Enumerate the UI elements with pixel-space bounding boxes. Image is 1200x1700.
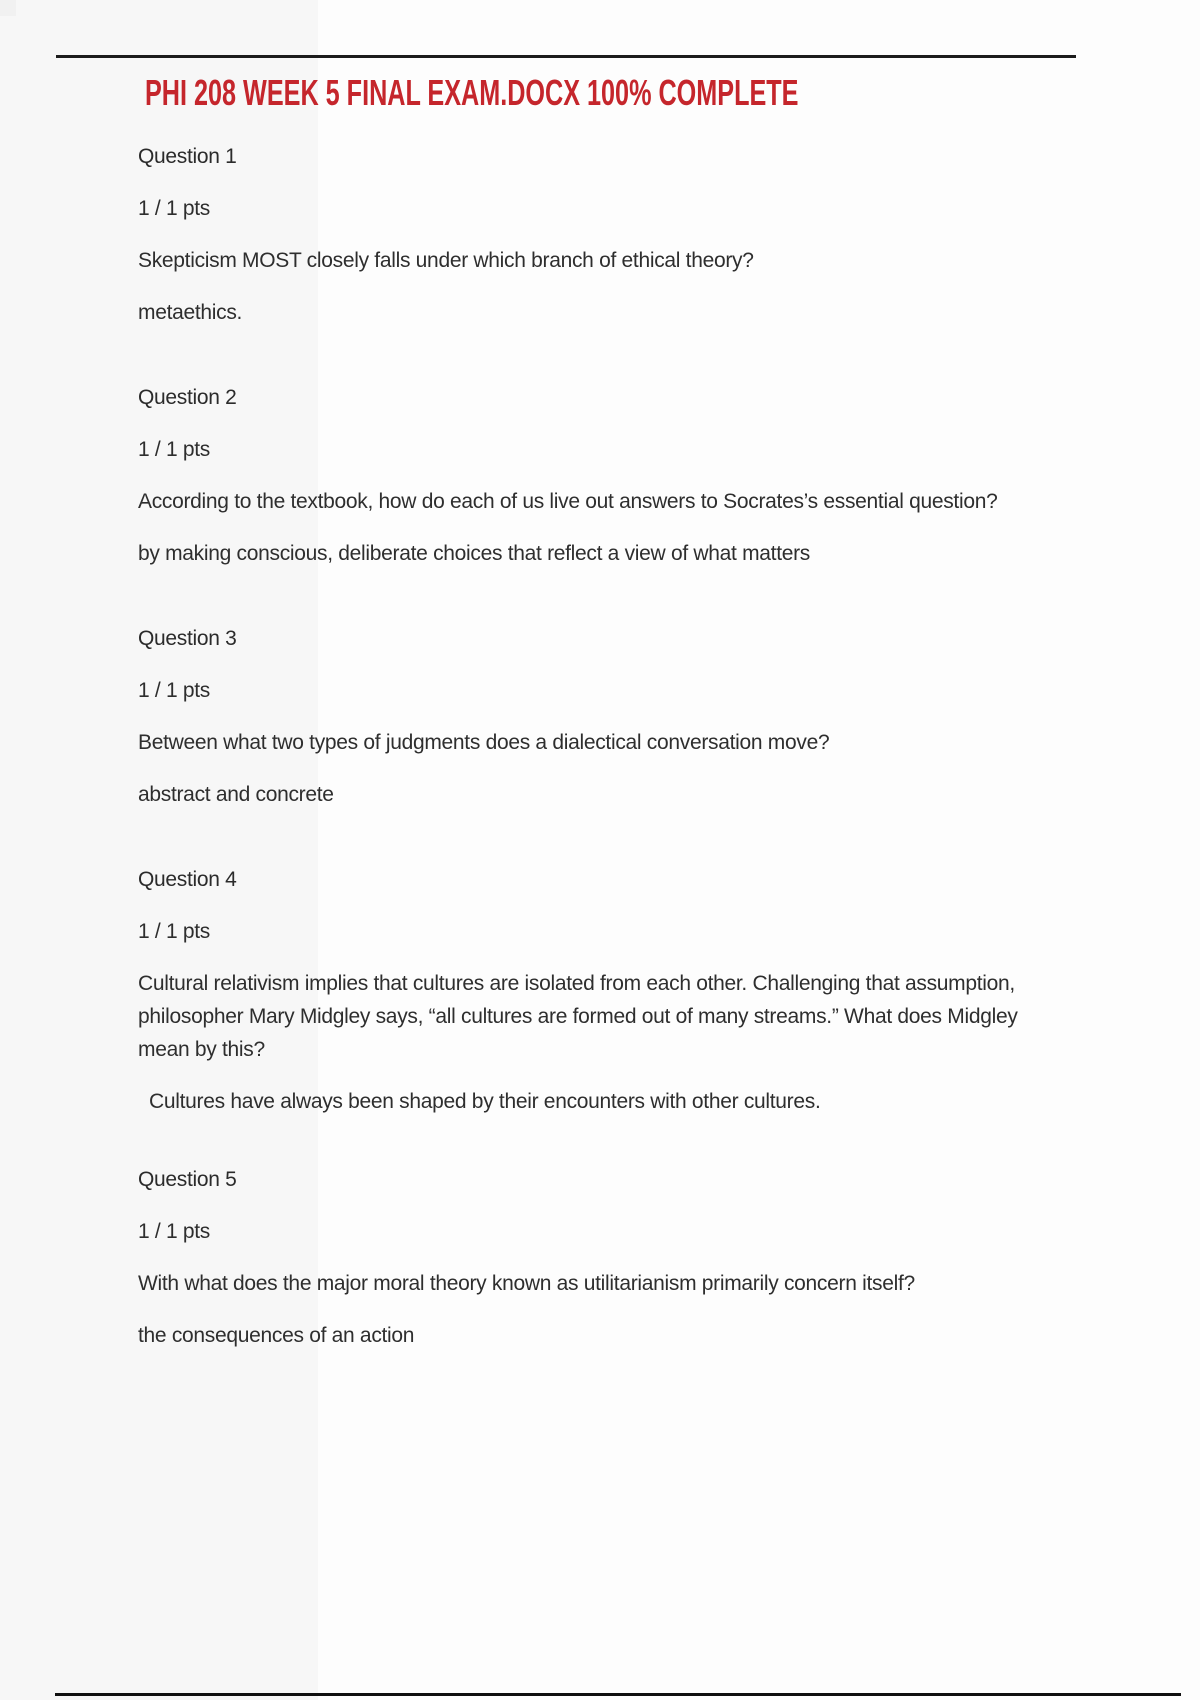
question-answer: the consequences of an action [138,1324,415,1347]
question-label: Question 5 [138,1168,237,1191]
bottom-divider-rule [55,1693,1181,1696]
question-text [138,967,1098,1066]
question-block-5 [138,1163,1098,1352]
document-page [138,72,1098,1404]
question-text-line: mean by this? [138,1038,265,1061]
question-block-2 [138,381,1098,570]
question-points: 1 / 1 pts [138,679,211,702]
scan-corner-artifact [0,0,16,16]
question-text: Between what two types of judgments does a dialectical conversation move? [138,731,830,754]
question-points: 1 / 1 pts [138,1220,211,1243]
question-block-3 [138,622,1098,811]
question-answer: by making conscious, deliberate choices that reflect a view of what matters [138,542,810,565]
question-block-1 [138,140,1098,329]
question-text: With what does the major moral theory known as utilitarianism primarily concern itself? [138,1272,915,1295]
question-text: Skepticism MOST closely falls under which branch of ethical theory? [138,249,754,272]
top-divider-rule [56,55,1076,58]
question-answer: metaethics. [138,301,243,324]
question-label: Question 4 [138,868,237,891]
question-points: 1 / 1 pts [138,920,211,943]
question-text: According to the textbook, how do each of us live out answers to Socrates’s essential question? [138,490,998,513]
question-answer: abstract and concrete [138,783,334,806]
question-points: 1 / 1 pts [138,197,211,220]
question-points: 1 / 1 pts [138,438,211,461]
page-title: PHI 208 WEEK 5 FINAL EXAM.DOCX 100% COMPLETE [145,72,799,113]
question-text-line: Cultural relativism implies that cultures are isolated from each other. Challenging that assumption, [138,972,1015,995]
question-label: Question 2 [138,386,237,409]
question-text-line: philosopher Mary Midgley says, “all cultures are formed out of many streams.” What does Midgley [138,1005,1018,1028]
question-label: Question 3 [138,627,237,650]
question-answer: Cultures have always been shaped by their encounters with other cultures. [149,1090,821,1113]
question-label: Question 1 [138,145,237,168]
question-block-4 [138,863,1098,1118]
